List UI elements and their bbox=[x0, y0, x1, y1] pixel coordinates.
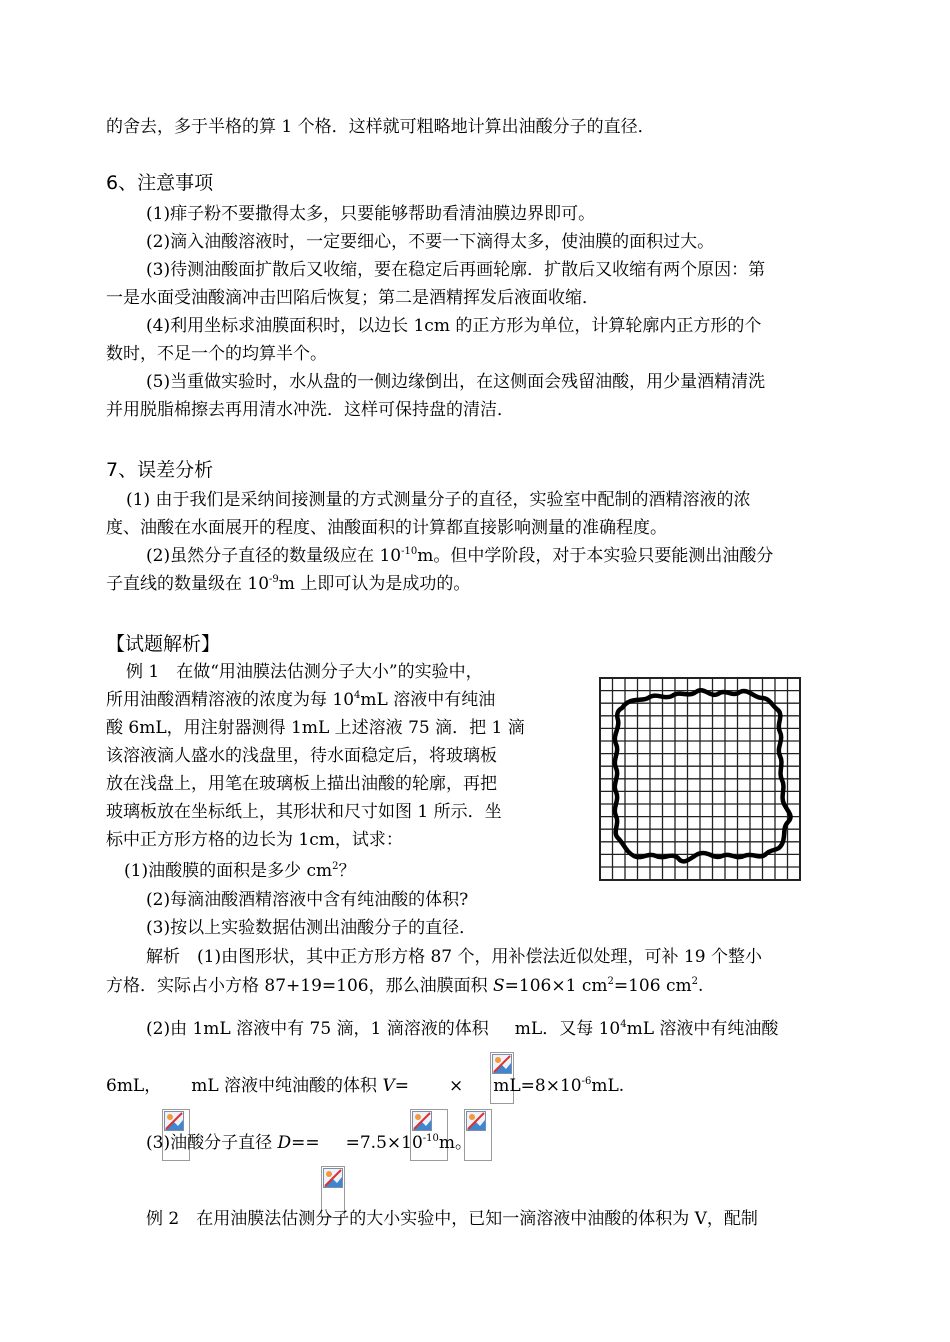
text-line: 玻璃板放在坐标纸上，其形状和尺寸如图 1 所示．坐 bbox=[106, 802, 502, 822]
text-line: 数时，不足一个的均算半个。 bbox=[106, 344, 327, 364]
text-line: (3)待测油酸面扩散后又收缩，要在稳定后再画轮廓．扩散后又收缩有两个原因：第 bbox=[146, 260, 766, 280]
text-line: 所用油酸酒精溶液的浓度为每 $10^4mL$ 溶液中有纯油 bbox=[106, 690, 496, 710]
text-line: (3)油酸分子直径 D== $=7.5\times 10^{-10}m$。 bbox=[146, 1132, 472, 1218]
text-line: (2)虽然分子直径的数量级应在 $10^{-10}m$。但中学阶段，对于本实验只要能测出油酸分 bbox=[146, 546, 774, 566]
text-line: (1) 由于我们是采纳间接测量的方式测量分子的直径，实验室中配制的酒精溶液的浓 bbox=[126, 490, 751, 510]
text-line: (2)每滴油酸酒精溶液中含有纯油酸的体积? bbox=[146, 890, 469, 910]
text-line: 放在浅盘上，用笔在玻璃板上描出油酸的轮廓，再把 bbox=[106, 774, 497, 794]
text-line: 解析 (1)由图形状，其中正方形方格 87 个，用补偿法近似处理，可补 19 个整小 bbox=[146, 947, 762, 967]
text-line: (1)油酸膜的面积是多少 $cm^2$？ bbox=[124, 861, 356, 881]
text-line: 方格．实际占小方格 87+19=106，那么油膜面积 S=106×1 $cm^2=106$ $cm^2$. bbox=[106, 976, 704, 996]
section-heading-exercise: 【试题解析】 bbox=[106, 633, 221, 655]
text-line: 标中正方形方格的边长为 1cm，试求： bbox=[106, 830, 403, 850]
text-line: 例 2 在用油膜法估测分子的大小实验中，已知一滴溶液中油酸的体积为 V，配制 bbox=[146, 1209, 758, 1229]
text-line: 例 1 在做“用油膜法估测分子大小”的实验中， bbox=[126, 662, 483, 682]
section-heading-7: 7、误差分析 bbox=[106, 459, 214, 481]
section-heading-6: 6、注意事项 bbox=[106, 172, 214, 194]
text-line: (2)由 1mL 溶液中有 75 滴，1 滴溶液的体积 mL．又每 $10^4mL$ 溶液中有纯油酸 bbox=[146, 1018, 778, 1104]
oil-film-grid-figure bbox=[598, 676, 802, 882]
text-line: 的舍去，多于半格的算 1 个格．这样就可粗略地计算出油酸分子的直径． bbox=[106, 117, 655, 137]
text-line: (3)按以上实验数据估测出油酸分子的直径． bbox=[146, 918, 477, 938]
analysis-label: 解析 bbox=[146, 947, 180, 967]
text-line: (1)痱子粉不要撒得太多，只要能够帮助看清油膜边界即可。 bbox=[146, 204, 596, 224]
text-line: (5)当重做实验时，水从盘的一侧边缘倒出，在这侧面会残留油酸，用少量酒精清洗 bbox=[146, 372, 766, 392]
text-line: 6mL， mL 溶液中纯油酸的体积 V= × $mL=8\times 10^{-6}mL$. bbox=[106, 1075, 624, 1161]
text-line: 度、油酸在水面展开的程度、油酸面积的计算都直接影响测量的准确程度。 bbox=[106, 518, 667, 538]
text-line: (4)利用坐标求油膜面积时，以边长 1cm 的正方形为单位，计算轮廓内正方形的个 bbox=[146, 316, 762, 336]
text-line: (2)滴入油酸溶液时，一定要细心，不要一下滴得太多，使油膜的面积过大。 bbox=[146, 232, 715, 252]
text-line: 一是水面受油酸滴冲击凹陷后恢复；第二是酒精挥发后液面收缩． bbox=[106, 288, 599, 308]
text-line: 并用脱脂棉擦去再用清水冲洗．这样可保持盘的清洁． bbox=[106, 400, 514, 420]
text-line: 子直线的数量级在 $10^{-9}m$ 上即可认为是成功的。 bbox=[106, 574, 471, 594]
text-line: 酸 6mL，用注射器测得 1mL 上述溶液 75 滴．把 1 滴 bbox=[106, 718, 525, 738]
text-line: 该溶液滴人盛水的浅盘里，待水面稳定后，将玻璃板 bbox=[106, 746, 497, 766]
